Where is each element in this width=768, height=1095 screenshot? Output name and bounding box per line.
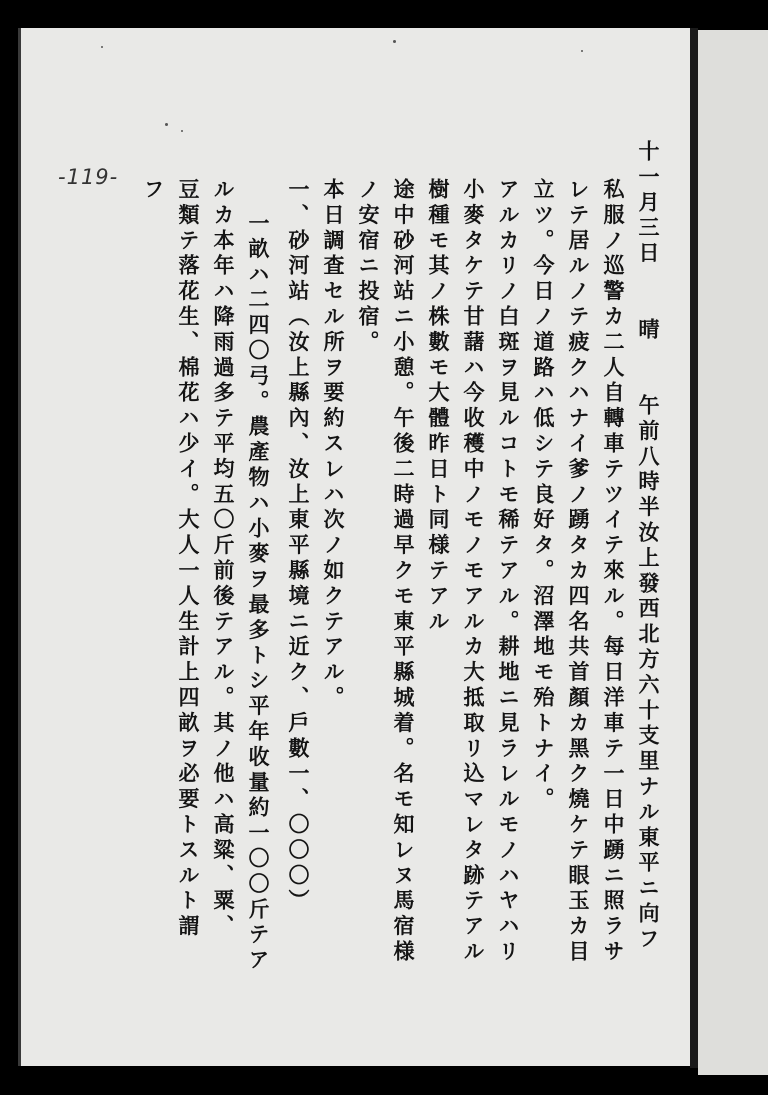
text-column-4: 立ツ。今日ノ道路ハ低シテ良好タ。沼澤地モ殆トナイ。	[531, 178, 556, 813]
text-column-6: 小麥タケテ甘藷ハ今收穫中ノモノモアルカ大抵取リ込マレタ跡テアル	[461, 178, 486, 966]
text-column-12: 一畝ハ二四〇弓。農產物ハ小麥ヲ最多トシ平年收量約一〇〇斤テア	[246, 212, 271, 974]
text-column-2: 私服ノ巡警カ二人自轉車テツイテ來ル。每日洋車テ一日中踴ニ照ラサ	[601, 178, 626, 966]
ink-speck	[581, 50, 583, 52]
page-gutter	[690, 28, 698, 1068]
text-column-13: ルカ本年ハ降雨過多テ平均五〇斤前後テアル。其ノ他ハ高粱、粟、	[211, 178, 236, 940]
text-column-3: レテ居ルノテ疲クハナイ爹ノ踴タカ四名共首顏カ黑ク燒ケテ眼玉カ目	[566, 178, 591, 966]
text-column-9: ノ安宿ニ投宿。	[356, 178, 381, 356]
page-number: -119-	[58, 165, 119, 189]
ink-speck	[165, 123, 168, 126]
text-column-1: 十一月三日 晴 午前八時半汝上發西北方六十支里ナル東平ニ向フ	[636, 140, 661, 953]
text-column-7: 樹種モ其ノ株數モ大體昨日ト同様テアル	[426, 178, 451, 636]
text-column-8: 途中砂河站ニ小憩。午後二時過早クモ東平縣城着。名モ知レヌ馬宿様	[391, 178, 416, 966]
text-column-10: 本日調査セル所ヲ要約スレハ次ノ如クテアル。	[321, 178, 346, 712]
text-column-14: 豆類テ落花生、棉花ハ少イ。大人一人生計上四畝ヲ必要トスルト謂	[176, 178, 201, 940]
ink-speck	[101, 46, 103, 48]
text-column-15: フ	[141, 178, 166, 204]
text-column-5: アルカリノ白斑ヲ見ルコトモ稀テアル。耕地ニ見ラレルモノハヤハリ	[496, 178, 521, 966]
next-page-edge	[698, 30, 768, 1075]
ink-speck	[393, 40, 396, 43]
text-column-11: 一、砂河站（汝上縣內、汝上東平縣境ニ近ク、戶數一、〇〇〇）	[286, 178, 311, 915]
ink-speck	[181, 130, 183, 132]
